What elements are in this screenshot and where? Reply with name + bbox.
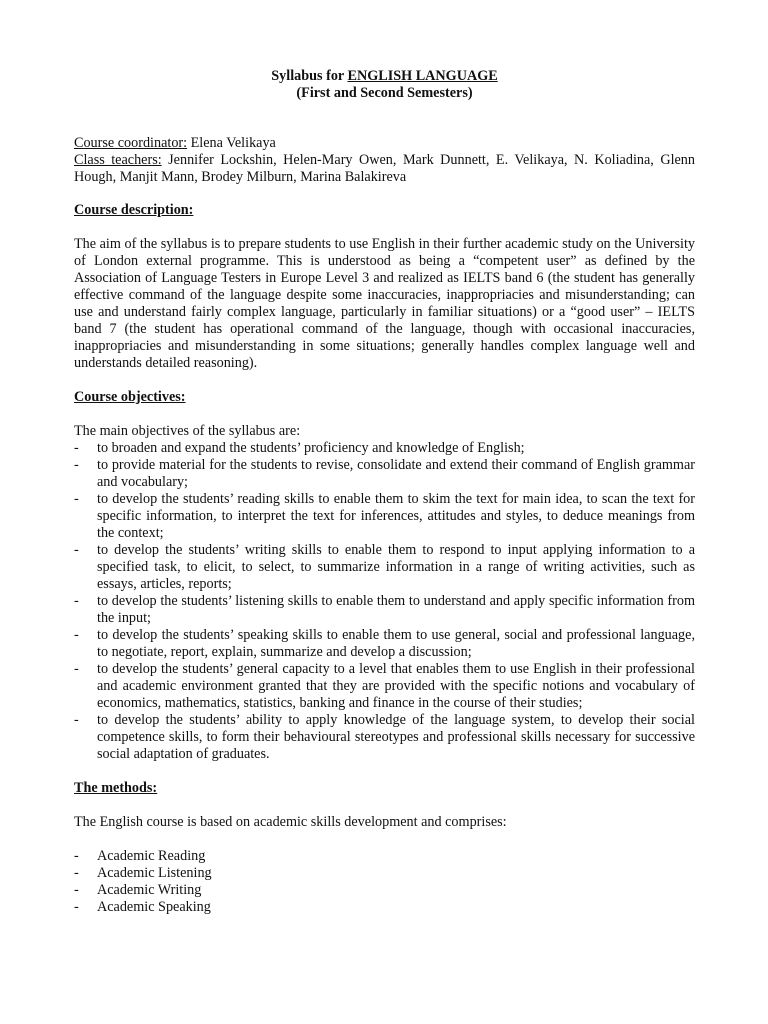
bullet-dash: - xyxy=(74,848,79,864)
bullet-dash: - xyxy=(74,865,79,881)
bullet-dash: - xyxy=(74,491,79,507)
objective-text: to develop the students’ listening skills to enable them to understand and apply specific information from the input; xyxy=(97,593,695,626)
bullet-dash: - xyxy=(74,899,79,915)
objectives-intro: The main objectives of the syllabus are: xyxy=(74,423,301,439)
teachers-value: Jennifer Lockshin, Helen-Mary Owen, Mark Dunnett, E. Velikaya, N. Koliadina, Glenn Hough, Manjit Mann, Brodey Milburn, Marina Balakireva xyxy=(74,152,695,185)
list-item xyxy=(74,712,695,763)
method-text: Academic Speaking xyxy=(97,899,211,915)
list-item xyxy=(74,882,695,899)
title-subject: ENGLISH LANGUAGE xyxy=(347,68,498,84)
teachers-label: Class teachers: xyxy=(74,152,162,168)
bullet-dash: - xyxy=(74,661,79,677)
coordinator-label: Course coordinator: xyxy=(74,135,188,151)
list-item xyxy=(74,661,695,712)
document-title xyxy=(74,68,695,85)
methods-intro: The English course is based on academic skills development and comprises: xyxy=(74,814,507,830)
bullet-dash: - xyxy=(74,627,79,643)
description-heading: Course description: xyxy=(74,202,194,218)
objective-text: to develop the students’ writing skills to enable them to respond to input applying information to a specified task, to elicit, to select, to summarize information in a range of writing activities, such as essays, articles, reports; xyxy=(97,542,695,592)
coordinator-value: Elena Velikaya xyxy=(187,135,276,151)
bullet-dash: - xyxy=(74,712,79,728)
coordinator-line xyxy=(74,135,695,152)
objective-text: to develop the students’ general capacity to a level that enables them to use English in their professional and academic environment granted that they are provided with the specific notions and vocabulary of economics, mathematics, statistics, banking and finance in the course of their studies; xyxy=(97,661,695,711)
methods-list xyxy=(74,848,695,916)
objective-text: to develop the students’ ability to apply knowledge of the language system, to develop their social competence skills, to form their behavioural stereotypes and professional skills necessary for successive social adaptation of graduates. xyxy=(97,712,695,762)
method-text: Academic Writing xyxy=(97,882,202,898)
list-item xyxy=(74,440,695,457)
document-page xyxy=(74,68,695,916)
bullet-dash: - xyxy=(74,593,79,609)
title-prefix: Syllabus for xyxy=(271,68,348,84)
method-text: Academic Listening xyxy=(97,865,212,881)
teachers-line xyxy=(74,152,695,186)
list-item xyxy=(74,899,695,916)
objective-text: to broaden and expand the students’ proficiency and knowledge of English; xyxy=(97,440,525,456)
list-item xyxy=(74,457,695,491)
description-text: The aim of the syllabus is to prepare students to use English in their further academic study on the University of London external programme. This is understood as being a “competent user” as defined by the Association of Language Testers in Europe Level 3 and realized as IELTS band 6 (the student has generally effective command of the language despite some inaccuracies, inappropriacies and misunderstanding; can use and understand fairly complex language, particularly in familiar situations) or a “good user” – IELTS band 7 (the student has operational command of the language, though with occasional inaccuracies, inappropriacies and misunderstanding in some situations; generally handles complex language well and understands detailed reasoning). xyxy=(74,236,695,371)
bullet-dash: - xyxy=(74,882,79,898)
list-item xyxy=(74,491,695,542)
objective-text: to develop the students’ speaking skills to enable them to use general, social and professional language, to negotiate, report, explain, summarize and develop a discussion; xyxy=(97,627,695,660)
objective-text: to develop the students’ reading skills to enable them to skim the text for main idea, to scan the text for specific information, to interpret the text for inferences, attitudes and styles, to deduce meanings from the context; xyxy=(97,491,695,541)
list-item xyxy=(74,593,695,627)
objective-text: to provide material for the students to revise, consolidate and extend their command of English grammar and vocabulary; xyxy=(97,457,695,490)
bullet-dash: - xyxy=(74,542,79,558)
list-item xyxy=(74,865,695,882)
objectives-heading: Course objectives: xyxy=(74,389,186,405)
list-item xyxy=(74,627,695,661)
methods-heading: The methods: xyxy=(74,780,158,796)
method-text: Academic Reading xyxy=(97,848,206,864)
objectives-list xyxy=(74,440,695,763)
list-item xyxy=(74,542,695,593)
bullet-dash: - xyxy=(74,457,79,473)
document-subtitle: (First and Second Semesters) xyxy=(296,85,473,101)
list-item xyxy=(74,848,695,865)
bullet-dash: - xyxy=(74,440,79,456)
